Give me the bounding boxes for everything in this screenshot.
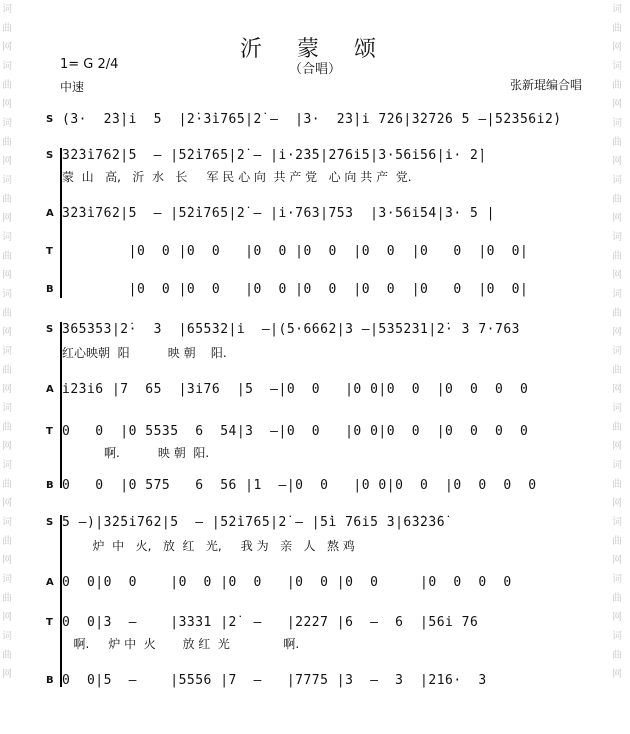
voice-label: B: [46, 480, 54, 491]
voice-label: T: [46, 426, 53, 437]
voice-label: A: [46, 577, 54, 588]
voice-label: B: [46, 284, 54, 295]
notation-line: 0 0 |0 575 6 56 |1 —|0 0 |0 0|0 0 |0 0 0 0: [62, 478, 537, 493]
voice-label: S: [46, 324, 54, 335]
tempo-marking: 中速: [60, 80, 85, 94]
notation-line: 365353|2̇· 3 |65532|i —|(5·6662|3 —|535231|2̇· 3 7·763: [62, 322, 520, 337]
voice-label: S: [46, 150, 54, 161]
voice-label: T: [46, 617, 53, 628]
voice-label: S: [46, 114, 54, 125]
lyric-line: 蒙 山 高, 沂 水 长 军 民 心 向 共 产 党 心 向 共 产 党.: [62, 170, 412, 184]
notation-line: 3̇2̇3̇i762|5 — |5̇2̇i765|2̇ — |i·763|753 |3·56i54|3· 5 |: [62, 206, 495, 221]
notation-line: |0 0 |0 0 |0 0 |0 0 |0 0 |0 0 |0 0|: [62, 244, 529, 259]
lyric-line: 啊. 映 朝 阳.: [62, 446, 210, 460]
arranger-credit: 张新琨编合唱: [510, 78, 583, 92]
lyric-line: 红心映朝 阳 映 朝 阳.: [62, 346, 227, 360]
voice-label: T: [46, 246, 53, 257]
notation-line: 0 0|3 — |3331 |2̇ — |2227 |6 — 6 |56i 76: [62, 615, 479, 630]
song-subtitle: （合唱）: [288, 62, 341, 77]
watermark-left: 词曲网词曲网词曲网词曲网词曲网词曲网词曲网词曲网词曲网词曲网词曲网词曲网: [2, 4, 12, 680]
voice-label: B: [46, 675, 54, 686]
notation-line: i2̇3i6 |7 65 |3i76 |5 —|0 0 |0 0|0 0 |0 0 0 0: [62, 382, 529, 397]
notation-line: 0 0|5 — |5556 |7 — |7775 |3 — 3 |216· 3: [62, 673, 487, 688]
notation-line: 3̇2̇3̇i762|5 — |5̇2̇i765|2̇ — |i·2̇3̇5|2̇76i5|3·56i56|i· 2̇|: [62, 148, 487, 163]
notation-line: 0 0|0 0 |0 0 |0 0 |0 0 |0 0 |0 0 0 0: [62, 575, 512, 590]
notation-line: 0 0 |0 5535 6 54|3 —|0 0 |0 0|0 0 |0 0 0 0: [62, 424, 529, 439]
notation-line: 5 —)|3̇2̇5i762|5 — |5̇2̇i765|2̇ — |5̇i 76i5 3|6̇3̇2̇3̇6̇: [62, 515, 446, 530]
voice-label: A: [46, 208, 54, 219]
key-signature: 1= G 2/4: [60, 57, 119, 72]
watermark-right: 词曲网词曲网词曲网词曲网词曲网词曲网词曲网词曲网词曲网词曲网词曲网词曲网: [612, 4, 622, 680]
notation-line: (3· 2̇3̇|i 5 |2̇·3̇i765|2̇ — |3· 2̇3̇|i 7̇2̇6|3̇2̇7̇2̇6 5 —|5̇2356i2̇): [62, 112, 562, 127]
notation-line: |0 0 |0 0 |0 0 |0 0 |0 0 |0 0 |0 0|: [62, 282, 529, 297]
lyric-line: 啊. 炉 中 火 放 红 光 啊.: [62, 637, 300, 651]
song-title: 沂 蒙 颂: [240, 37, 390, 62]
voice-label: A: [46, 384, 54, 395]
lyric-line: 炉 中 火, 放 红 光, 我 为 亲 人 熬 鸡: [62, 539, 355, 553]
voice-label: S: [46, 517, 54, 528]
